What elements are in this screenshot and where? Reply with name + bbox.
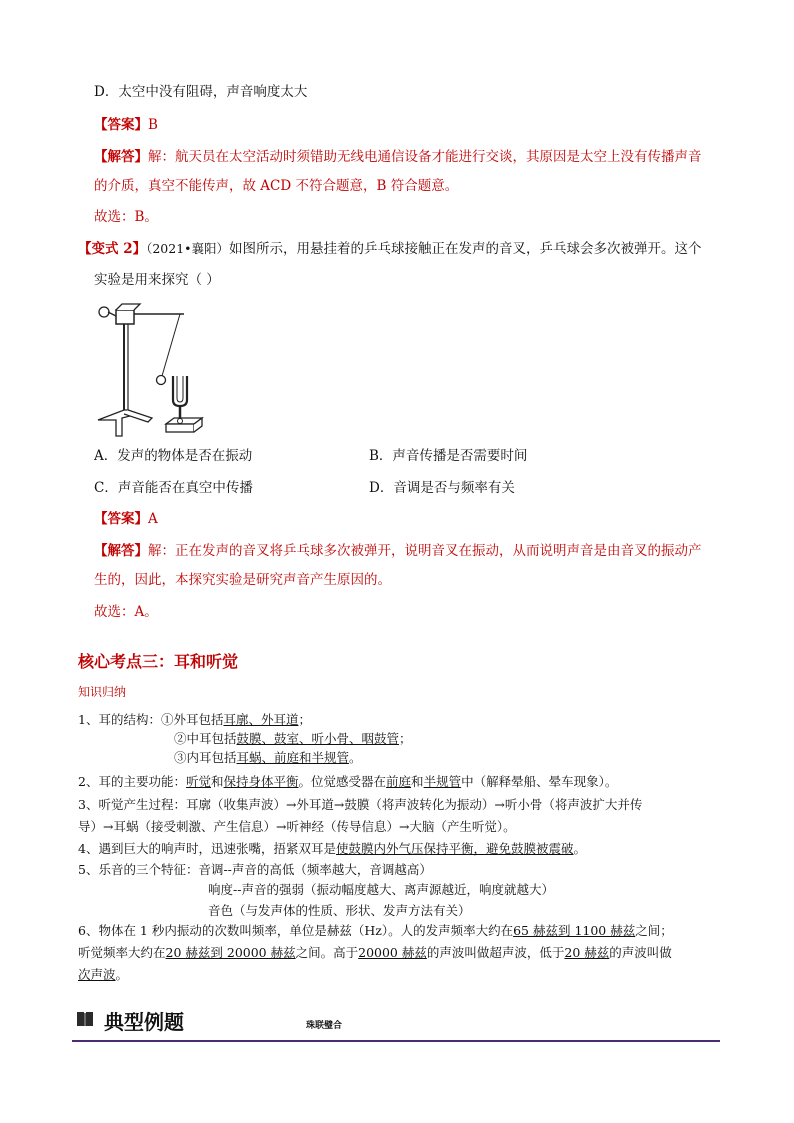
question-stem-text: 如图所示，用悬挂着的乒乓球接触正在发声的音叉，乒乓球会多次被弹开。这个 [229,241,702,257]
analysis-text-1: 解：航天员在太空活动时须错助无线电通信设备才能进行交谈，其原因是太空上没有传播声音 [148,149,702,165]
point-6-line-3: 次声波。 [78,967,129,982]
point-1c: ③内耳包括耳蜗、前庭和半规管。 [174,750,362,765]
variant-tag: 【变式 2】 [78,241,147,257]
question-source: （2021•襄阳） [146,241,230,256]
analysis-line-2: 的介质，真空不能传声，故 ACD 不符合题意，B 符合题意。 [94,178,459,194]
point-2: 2、耳的主要功能：听觉和保持身体平衡。位觉感受器在前庭和半规管中（解释晕船、晕车现象）。 [78,774,618,789]
section-title: 核心考点三：耳和听觉 [78,652,239,671]
question-stem-2: 实验是用来探究（ ） [94,272,220,288]
point-4: 4、遇到巨大的响声时，迅速张嘴，捂紧双耳是使鼓膜内外气压保持平衡，避免鼓膜被震破。 [78,841,586,856]
examples-title: 典型例题 [104,1010,184,1034]
option-a: A．发声的物体是否在振动 [94,448,253,464]
point-3-line-1: 3、听觉产生过程：耳廓（收集声波）→外耳道→鼓膜（将声波转化为振动）→听小骨（将声波扩大并传 [78,797,643,812]
point-6-line-2: 听觉频率大约在20 赫兹到 20000 赫兹之间。高于20000 赫兹的声波叫做超声波，低于20 赫兹的声波叫做 [78,945,672,960]
option-c: C．声音能否在真空中传播 [94,480,253,496]
book-icon [76,1010,94,1028]
answer-tag: 【答案】 [94,117,148,133]
point-3-line-2: 导）→耳蜗（接受刺激、产生信息）→听神经（传导信息）→大脑（产生听觉）。 [78,819,516,834]
examples-tag: 珠联璧合 [306,1021,343,1031]
option-d-2: D．音调是否与频率有关 [369,480,515,496]
point-5-line-1: 5、乐音的三个特征：音调--声音的高低（频率越大，音调越高） [78,862,432,877]
option-b: B．声音传播是否需要时间 [369,448,528,464]
section-rule [72,1040,720,1042]
analysis-line-1 [94,148,702,166]
point-1: 1、耳的结构：①外耳包括耳廓、外耳道； [78,712,311,727]
analysis-text-2-1: 解：正在发声的音叉将乒乓球多次被弹开，说明音叉在振动，从而说明声音是由音叉的振动产 [148,543,702,559]
tuning-fork-figure [94,298,214,440]
answer-line [94,116,158,134]
point-5-line-3: 音色（与发声体的性质、形状、发声方法有关） [208,903,471,918]
point-5-line-2: 响度--声音的强弱（振动幅度越大、离声源越近，响度就越大） [208,882,554,897]
analysis-line-2-1 [94,542,702,560]
analysis-tag-2: 【解答】 [94,543,148,559]
choose-line: 故选：B。 [94,209,158,225]
analysis-tag: 【解答】 [94,149,148,165]
point-1b: ②中耳包括鼓膜、鼓室、听小骨、咽鼓管； [174,731,412,746]
choose-line-2: 故选：A。 [94,604,158,620]
analysis-line-2-2: 生的，因此，本探究实验是研究声音产生原因的。 [94,572,391,588]
answer-value-2: A [148,511,158,527]
option-d: D．太空中没有阻碍，声音响度太大 [94,84,308,100]
point-6-line-1: 6、物体在 1 秒内振动的次数叫频率，单位是赫兹（Hz）。人的发声频率大约在65 赫兹到 1100 赫兹之间； [78,923,673,938]
answer-value: B [148,117,158,133]
section-subtitle: 知识归纳 [78,685,127,699]
question-stem-1 [78,240,702,258]
answer-tag-2: 【答案】 [94,511,148,527]
answer-line-2 [94,510,158,528]
